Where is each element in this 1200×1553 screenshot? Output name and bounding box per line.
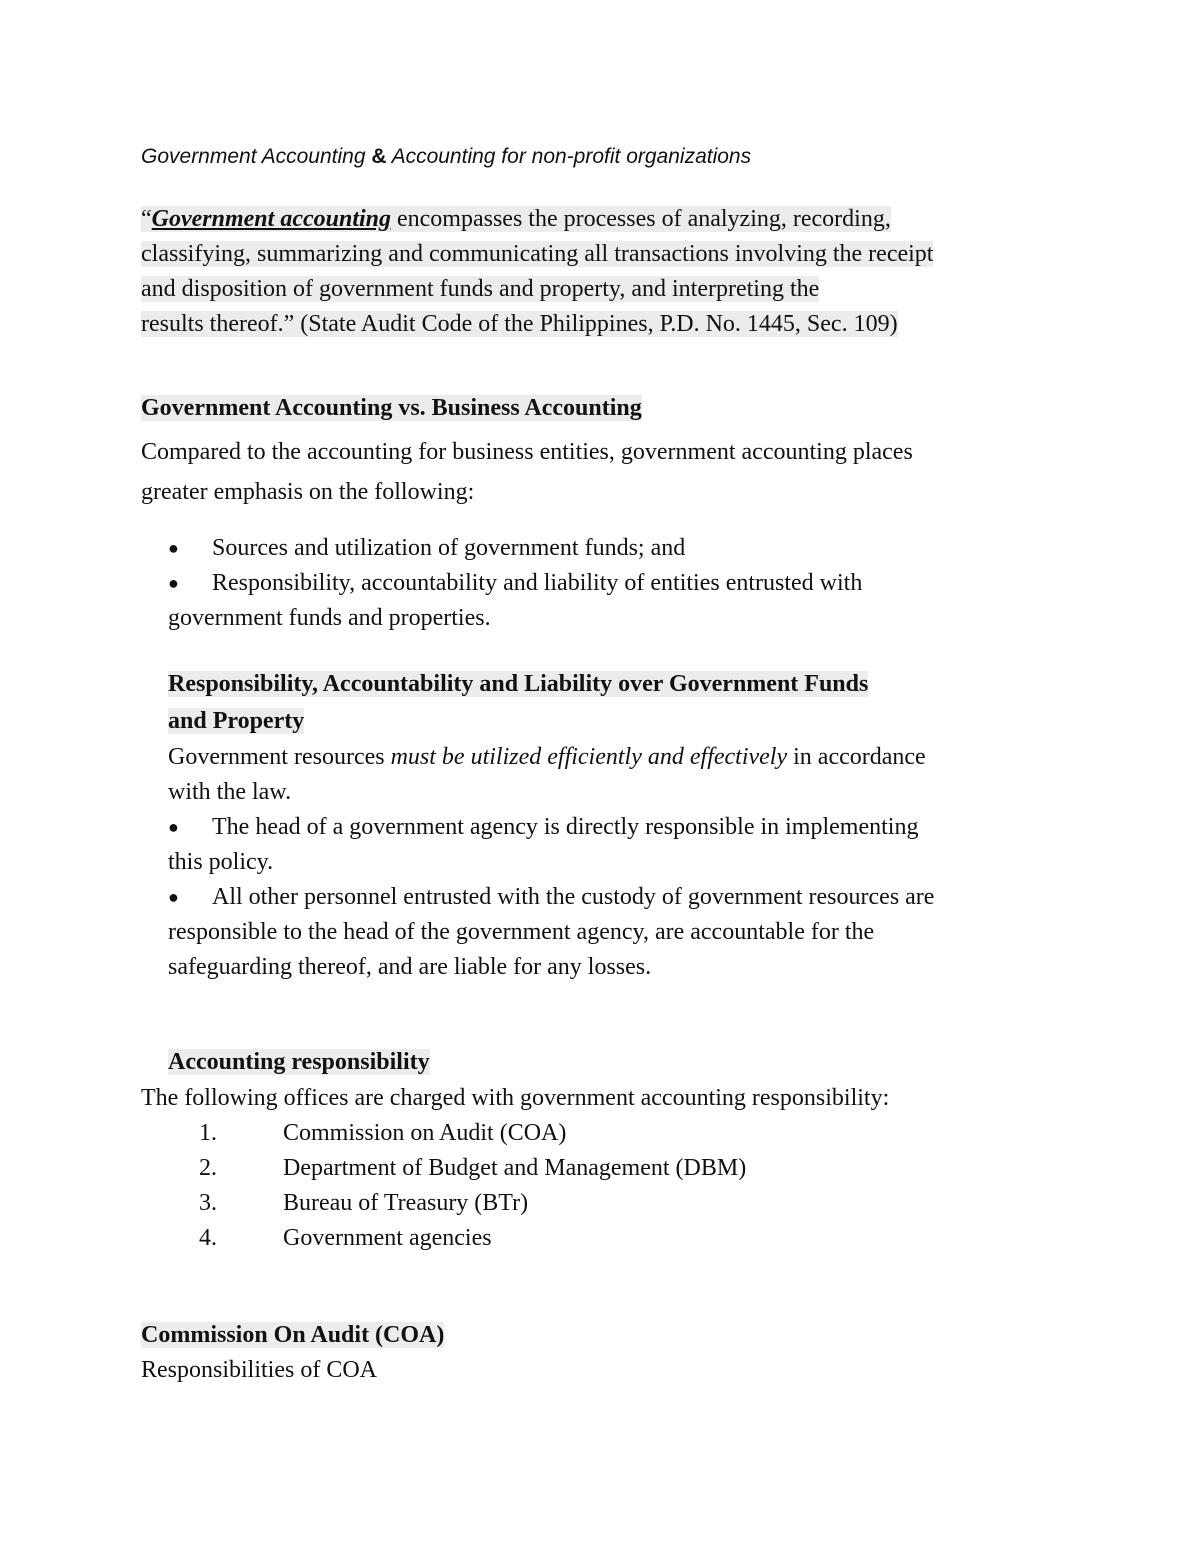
section-heading: Commission On Audit (COA) <box>141 1322 445 1348</box>
definition-term: Government accounting <box>151 206 391 232</box>
section-accounting-responsibility <box>168 1045 430 1080</box>
bullet-icon: ● <box>168 573 179 593</box>
responsibility-paragraph: Government resources must be utilized efficiently and effectively in accordance with the law. ● The head of a government agency is directly responsible in implementing this policy. ● All other personnel entrusted with the custody of government resources are responsible to the head of the government agency, are accountable for the safeguarding thereof, and are liable for any losses. <box>168 740 934 985</box>
bullet-icon: ● <box>168 538 179 558</box>
section-heading: Responsibility, Accountability and Liability over Government Funds <box>168 671 869 697</box>
bullet-icon: ● <box>168 887 179 907</box>
section-gov-vs-business <box>141 391 642 426</box>
list-item: 1. Commission on Audit (COA) <box>199 1120 567 1146</box>
section-heading: Accounting responsibility <box>168 1049 430 1075</box>
gov-vs-business-bullets <box>168 531 862 636</box>
bullet-icon: ● <box>168 817 179 837</box>
gov-vs-business-intro: Compared to the accounting for business entities, government accounting places greater emphasis on the following: <box>141 439 913 505</box>
document-title: Government Accounting & Accounting for non-profit organizations <box>141 145 752 168</box>
section-heading: Government Accounting vs. Business Accounting <box>141 395 642 421</box>
list-item: ● Sources and utilization of government funds; and <box>168 531 862 566</box>
section-responsibility: Responsibility, Accountability and Liability over Government Funds and Property <box>168 671 869 734</box>
list-item: ● The head of a government agency is directly responsible in implementing this policy. <box>168 810 934 880</box>
list-item: 4. Government agencies <box>199 1225 492 1251</box>
list-item: 2. Department of Budget and Management (DBM) <box>199 1155 747 1181</box>
list-item: ● Responsibility, accountability and liability of entities entrusted with government funds and properties. <box>168 566 862 636</box>
list-item: ● All other personnel entrusted with the custody of government resources are responsible to the head of the government agency, are accountable for the safeguarding thereof, and are liable for any losses. <box>168 880 934 985</box>
accounting-responsibility-intro: The following offices are charged with government accounting responsibility: <box>141 1085 890 1111</box>
offices-list <box>199 1116 746 1256</box>
definition-paragraph: “Government accounting encompasses the processes of analyzing, recording, classifying, summarizing and communicating all transactions involving the receipt and disposition of government funds and property, and interpreting the results thereof.” (State Audit Code of the Philippines, P.D. No. 1445, Sec. 109) <box>141 206 934 337</box>
section-coa: Commission On Audit (COA) Responsibilities of COA <box>141 1322 445 1383</box>
list-item: 3. Bureau of Treasury (BTr) <box>199 1190 529 1216</box>
